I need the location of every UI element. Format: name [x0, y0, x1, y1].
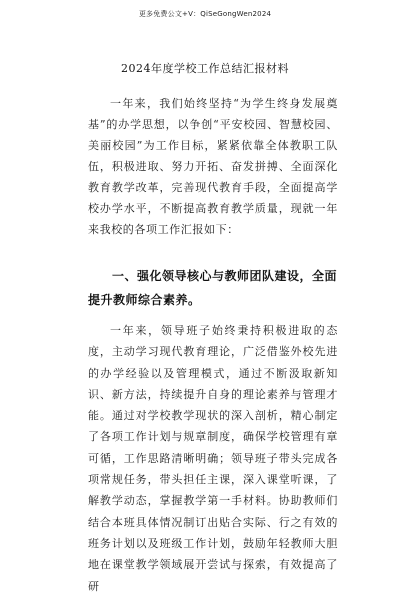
- intro-paragraph: 一年来，我们始终坚持“为学生终身发展奠基”的办学思想，以争创“平安校园、智慧校园、美丽校园”为工作目标，紧紧依靠全体教职工队伍，积极进取、努力开拓、奋发拼搏、全面深化教育教学改革，完善现代教育手段，全面提高学校办学水平，不断提高教育教学质量，现就一年来我校的各项工作汇报如下：: [88, 97, 338, 236]
- header-note: 更多免费公文+V：QiSeGongWen2024: [138, 10, 272, 18]
- section-heading: 一、强化领导核心与教师团队建设，全面提升教师综合素养。: [88, 269, 338, 307]
- document-title: 2024年度学校工作总结汇报材料: [121, 62, 289, 75]
- section-body-paragraph: 一年来，领导班子始终秉持积极进取的态度，主动学习现代教育理论，广泛借鉴外校先进的办学经验以及管理模式，通过不断汲取新知识、新方法，持续提升自身的理论素养与管理才能。通过对学校教学现状的深入剖析，精心制定了各项工作计划与规章制度，确保学校管理有章可循，工作思路清晰明确；领导班子带头完成各项常规任务，带头担任主课，深入课堂听课，了解教学动态，掌握教学第一手材料。协助教师们结合本班具体情况制订出贴合实际、行之有效的班务计划以及班级工作计划，鼓励年轻教师大胆地在课堂教学领域展开尝试与探索，有效提高了研: [88, 324, 338, 593]
